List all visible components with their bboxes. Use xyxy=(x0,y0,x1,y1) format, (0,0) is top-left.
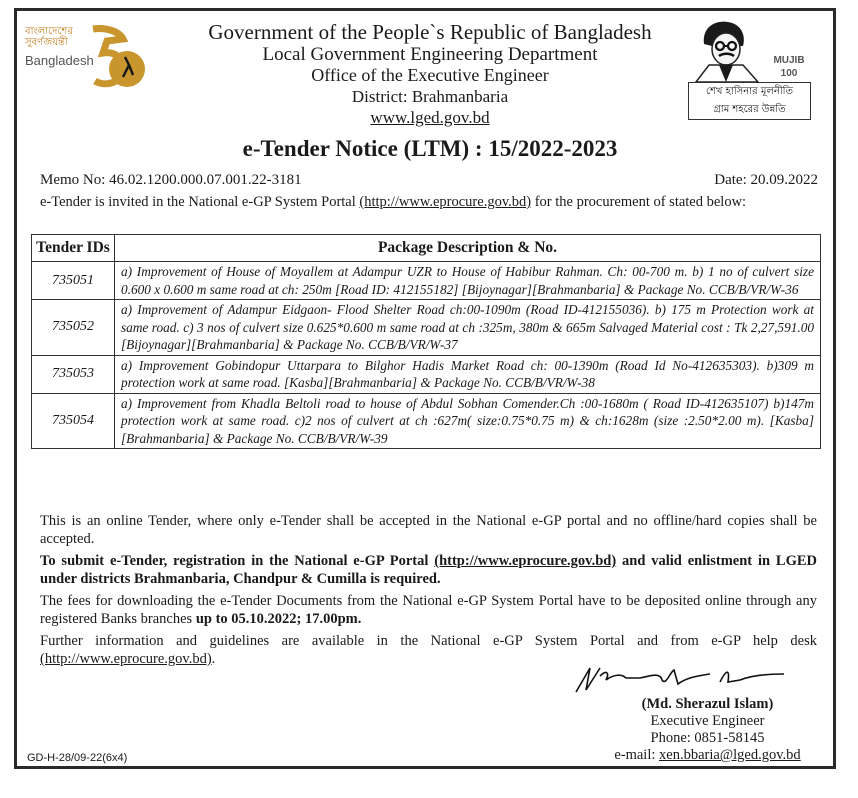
tender-table xyxy=(31,234,821,449)
mujib-100-logo xyxy=(688,18,813,128)
portrait-icon xyxy=(688,18,768,82)
tender-id: 735051 xyxy=(32,262,115,300)
email-link[interactable]: xen.bbaria@lged.gov.bd xyxy=(659,747,801,763)
intro-text-post: for the procurement of stated below: xyxy=(531,194,747,210)
package-description: a) Improvement Gobindopur Uttarpara to Bilghor Hadis Market Road ch: 00-1390m (Road Id No-412635303). b)309 m protection work at same road. [Kasba][Brahmanbaria] & Package No. CCB/B/VR/W-38 xyxy=(115,355,821,393)
tender-id: 735052 xyxy=(32,300,115,356)
publication-code: GD-H-28/09-22(6x4) xyxy=(27,752,128,764)
slogan-line1: শেখ হাসিনার মূলনীতি xyxy=(705,86,794,97)
online-tender-paragraph: This is an online Tender, where only e-Tender shall be accepted in the National e-GP portal and no offline/hard copies shall be accepted. xyxy=(40,513,817,547)
further-info-text: Further information and guidelines are available in the National e-GP System Portal and from e-GP help desk xyxy=(40,633,817,649)
eprocure-link[interactable]: (http://www.eprocure.gov.bd) xyxy=(40,651,212,667)
signature-icon xyxy=(570,664,790,694)
website-link[interactable]: www.lged.gov.bd xyxy=(370,108,490,127)
department-name: Local Government Engineering Department xyxy=(262,44,598,65)
slogan-box xyxy=(688,82,811,120)
mujib-100-text: MUJIB 100 xyxy=(768,54,810,80)
package-description: a) Improvement of Adampur Eidgaon- Flood Shelter Road ch:00-1090m (Road ID-412155036). b) 175 m Protection work at same road. c) 3 nos of culvert size 0.625*0.600 m same road at ch :325m, 380m & 665m Salvaged Material cost : Tk 2,27,591.00 [Bijoynagar][Brahmanbaria] & Package No. CCB/B/VR/W-37 xyxy=(115,300,821,356)
office-name: Office of the Executive Engineer xyxy=(311,65,549,85)
table-row xyxy=(32,393,821,449)
eprocure-link[interactable]: (http://www.eprocure.gov.bd) xyxy=(359,194,532,210)
intro-paragraph xyxy=(40,193,817,211)
notice-title: e-Tender Notice (LTM) : 15/2022-2023 xyxy=(242,136,618,161)
further-info-end: . xyxy=(211,651,216,667)
registration-text-pre: To submit e-Tender, registration in the National e-GP Portal xyxy=(40,553,435,569)
memo-number: Memo No: 46.02.1200.000.07.001.22-3181 xyxy=(40,172,302,188)
government-name: Government of the People`s Republic of Bangladesh xyxy=(208,20,652,44)
eprocure-link[interactable]: (http://www.eprocure.gov.bd) xyxy=(434,553,617,569)
logo-bangla-line2: সুবর্ণজয়ন্তী xyxy=(25,37,68,48)
registration-paragraph xyxy=(40,552,817,588)
logo-bangladesh-text: Bangladesh xyxy=(25,53,94,68)
conditions-section xyxy=(40,512,817,672)
fifty-emblem-icon xyxy=(85,25,147,93)
golden-jubilee-logo xyxy=(25,25,145,93)
package-description: a) Improvement of House of Moyallem at Adampur UZR to House of Habibur Rahman. Ch: 00-700 m. b) 1 no of culvert size 0.600 x 0.600 m same road at ch: 250m [Road ID: 412155182] [Bijoynagar][Brahmanbaria] & Package No. CCB/B/VR/W-36 xyxy=(115,262,821,300)
slogan-line2: গ্রাম শহরের উন্নতি xyxy=(713,104,786,115)
further-info-paragraph xyxy=(40,632,817,668)
logo-bangla-line1: বাংলাদেশের xyxy=(25,26,73,37)
tender-id: 735053 xyxy=(32,355,115,393)
table-header-row xyxy=(32,235,821,262)
fees-deadline: up to 05.10.2022; 17.00pm. xyxy=(195,611,362,627)
fees-paragraph xyxy=(40,592,817,628)
district-name: District: Brahmanbaria xyxy=(351,87,509,106)
table-row xyxy=(32,300,821,356)
table-row xyxy=(32,355,821,393)
table-row xyxy=(32,262,821,300)
email-label: e-mail: xyxy=(614,747,660,763)
intro-text-pre: e-Tender is invited in the National e-GP System Portal xyxy=(40,194,360,210)
fees-text: The fees for downloading the e-Tender Documents from the National e-GP System Portal have to be deposited online through any registered Banks branches xyxy=(40,593,817,627)
signatory-name: (Md. Sherazul Islam) xyxy=(641,696,774,712)
package-description: a) Improvement from Khadla Beltoli road to house of Abdul Sobhan Comender.Ch :00-1680m ( Road ID-412635107) b)147m protection work at same road. c)2 nos of culvert at ch :627m( size:0.75*0.75 m) & ch:1628m (size :2.50*2.00 m). [Kasba][Brahmanbaria] & Package No. CCB/B/VR/W-39 xyxy=(115,393,821,449)
signatory-designation: Executive Engineer xyxy=(650,713,765,729)
signature-block xyxy=(600,696,815,764)
column-header-package-description: Package Description & No. xyxy=(115,235,821,262)
signatory-phone: Phone: 0851-58145 xyxy=(650,730,765,746)
signatory-email-line xyxy=(600,747,815,764)
tender-id: 735054 xyxy=(32,393,115,449)
letterhead xyxy=(150,20,710,129)
notice-date: Date: 20.09.2022 xyxy=(714,172,818,188)
column-header-tender-ids: Tender IDs xyxy=(32,235,115,262)
registration-text-post: and valid enlistment in LGED under districts Brahmanbaria, Chandpur & Cumilla is required. xyxy=(40,553,817,587)
